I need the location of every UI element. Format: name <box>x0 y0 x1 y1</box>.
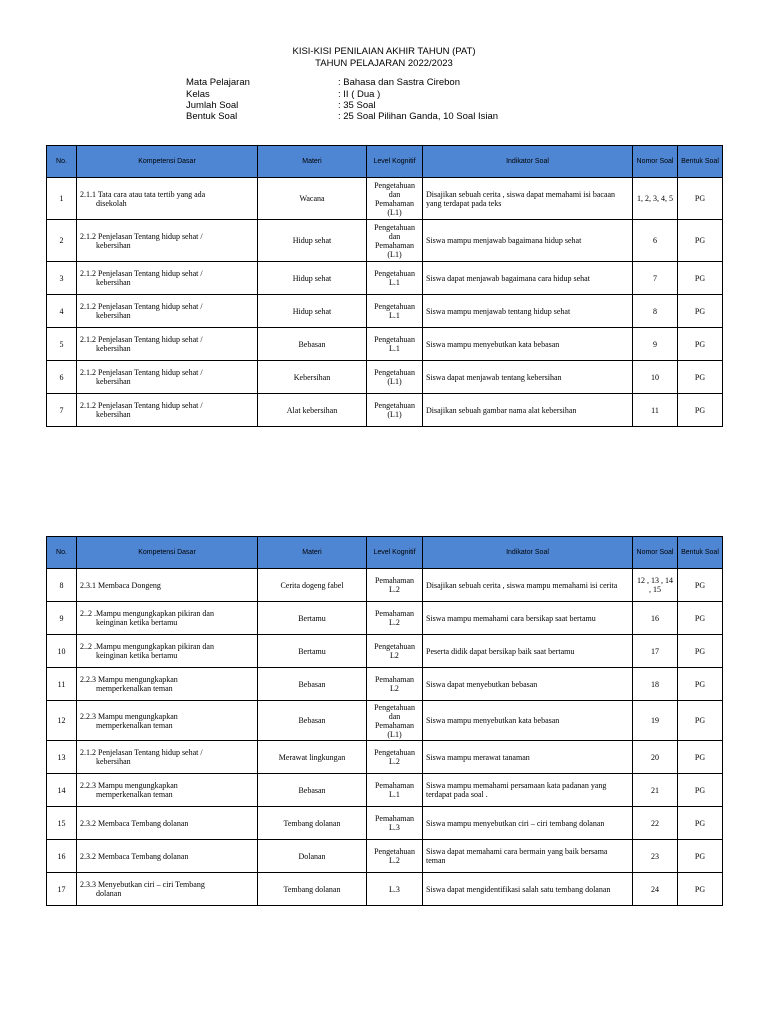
row-number-cell: 12 <box>47 701 77 741</box>
kompetensi-dasar-cell <box>77 328 258 361</box>
kompetensi-dasar-cell <box>77 807 258 840</box>
column-header: Materi <box>258 537 367 569</box>
kompetensi-line: 2.1.1 Tata cara atau tata tertib yang ada <box>80 189 206 199</box>
kompetensi-line: 2.1.2 Penjelasan Tentang hidup sehat / <box>80 231 203 241</box>
indikator-soal-cell: Siswa mampu menjawab tentang hidup sehat <box>423 295 633 328</box>
bentuk-soal-cell: PG <box>678 807 723 840</box>
nomor-soal-cell: 1, 2, 3, 4, 5 <box>633 178 678 220</box>
indikator-soal-cell: Siswa mampu memahami cara bersikap saat bertamu <box>423 602 633 635</box>
level-kognitif-cell: Pemahaman L.2 <box>367 569 423 602</box>
kompetensi-dasar-cell <box>77 741 258 774</box>
column-header: Indikator Soal <box>423 537 633 569</box>
level-kognitif-cell: Pengetahuan L.2 <box>367 741 423 774</box>
table-row <box>47 807 723 840</box>
row-number-cell: 10 <box>47 635 77 668</box>
row-number-cell: 17 <box>47 873 77 906</box>
column-header: Level Kognitif <box>367 537 423 569</box>
kompetensi-dasar-cell <box>77 394 258 427</box>
table-row <box>47 668 723 701</box>
bentuk-soal-cell: PG <box>678 220 723 262</box>
indikator-soal-cell: Siswa dapat mengidentifikasi salah satu tembang dolanan <box>423 873 633 906</box>
indikator-soal-cell: Siswa mampu memahami persamaan kata padanan yang terdapat pada soal . <box>423 774 633 807</box>
indikator-soal-cell: Siswa mampu merawat tanaman <box>423 741 633 774</box>
row-number-cell: 1 <box>47 178 77 220</box>
table-row <box>47 701 723 741</box>
nomor-soal-cell: 12 , 13 , 14 , 15 <box>633 569 678 602</box>
kompetensi-line: 2.1.2 Penjelasan Tentang hidup sehat / <box>80 269 203 278</box>
bentuk-soal-cell: PG <box>678 668 723 701</box>
info-label: Mata Pelajaran <box>186 77 250 88</box>
kompetensi-line-cont: keinginan ketika bertamu <box>96 618 178 627</box>
kompetensi-dasar-cell <box>77 178 258 220</box>
indikator-soal-cell: Siswa mampu menyebutkan kata bebasan <box>423 328 633 361</box>
materi-cell: Tembang dolanan <box>258 873 367 906</box>
materi-cell: Merawat lingkungan <box>258 741 367 774</box>
bentuk-soal-cell: PG <box>678 361 723 394</box>
kompetensi-line: 2.2.3 Mampu mengungkapkan <box>80 675 178 684</box>
bentuk-soal-cell: PG <box>678 394 723 427</box>
kompetensi-line-cont: memperkenalkan teman <box>96 684 173 693</box>
indikator-soal-cell: Peserta didik dapat bersikap baik saat bertamu <box>423 635 633 668</box>
indikator-soal-cell: Siswa mampu menjawab bagaimana hidup sehat <box>423 220 633 262</box>
row-number-cell: 3 <box>47 262 77 295</box>
kisi-kisi-table-2 <box>46 536 723 906</box>
indikator-soal-cell: Disajikan sebuah cerita , siswa dapat memahami isi bacaan yang terdapat pada teks <box>423 178 633 220</box>
column-header: Indikator Soal <box>423 146 633 178</box>
kompetensi-line-cont: kebersihan <box>96 377 131 386</box>
kompetensi-dasar-cell <box>77 701 258 741</box>
row-number-cell: 15 <box>47 807 77 840</box>
indikator-soal-cell: Siswa dapat menjawab tentang kebersihan <box>423 361 633 394</box>
nomor-soal-cell: 23 <box>633 840 678 873</box>
row-number-cell: 14 <box>47 774 77 807</box>
kompetensi-line: 2.1.2 Penjelasan Tentang hidup sehat / <box>80 302 203 311</box>
kompetensi-line: 2.3.3 Menyebutkan ciri – ciri Tembang <box>80 880 205 889</box>
kompetensi-line-cont: memperkenalkan teman <box>96 720 173 730</box>
kisi-kisi-table-1 <box>46 145 723 427</box>
table-row <box>47 262 723 295</box>
row-number-cell: 9 <box>47 602 77 635</box>
materi-cell: Cerita dogeng fabel <box>258 569 367 602</box>
materi-cell: Hidup sehat <box>258 220 367 262</box>
kompetensi-line-cont: memperkenalkan teman <box>96 790 173 799</box>
kompetensi-line: 2.2.3 Mampu mengungkapkan <box>80 711 178 721</box>
column-header: Bentuk Soal <box>678 146 723 178</box>
column-header: Materi <box>258 146 367 178</box>
materi-cell: Bertamu <box>258 602 367 635</box>
kompetensi-dasar-cell <box>77 840 258 873</box>
kompetensi-dasar-cell <box>77 262 258 295</box>
bentuk-soal-cell: PG <box>678 569 723 602</box>
kompetensi-line: 2.2.3 Mampu mengungkapkan <box>80 781 178 790</box>
kompetensi-line: 2.1.2 Penjelasan Tentang hidup sehat / <box>80 368 203 377</box>
bentuk-soal-cell: PG <box>678 262 723 295</box>
kompetensi-dasar-cell <box>77 220 258 262</box>
bentuk-soal-cell: PG <box>678 178 723 220</box>
level-kognitif-cell: Pemahaman L.2 <box>367 602 423 635</box>
bentuk-soal-cell: PG <box>678 295 723 328</box>
table-row <box>47 361 723 394</box>
kompetensi-line: 2.1.2 Penjelasan Tentang hidup sehat / <box>80 748 203 757</box>
indikator-soal-cell: Siswa mampu menyebutkan ciri – ciri tembang dolanan <box>423 807 633 840</box>
materi-cell: Wacana <box>258 178 367 220</box>
kompetensi-dasar-cell <box>77 569 258 602</box>
kompetensi-line-cont: dolanan <box>96 889 122 898</box>
info-label: Kelas <box>186 89 210 100</box>
table-row <box>47 394 723 427</box>
nomor-soal-cell: 18 <box>633 668 678 701</box>
nomor-soal-cell: 22 <box>633 807 678 840</box>
kompetensi-line: 2.1.2 Penjelasan Tentang hidup sehat / <box>80 335 203 344</box>
row-number-cell: 16 <box>47 840 77 873</box>
table-row <box>47 178 723 220</box>
level-kognitif-cell: Pemahaman L.1 <box>367 774 423 807</box>
kompetensi-line-cont: kebersihan <box>96 311 131 320</box>
nomor-soal-cell: 7 <box>633 262 678 295</box>
info-label: Jumlah Soal <box>186 100 239 111</box>
kompetensi-line-cont: disekolah <box>96 198 127 208</box>
row-number-cell: 13 <box>47 741 77 774</box>
materi-cell: Tembang dolanan <box>258 807 367 840</box>
kompetensi-line: 2.1.2 Penjelasan Tentang hidup sehat / <box>80 401 203 410</box>
kompetensi-dasar-cell <box>77 774 258 807</box>
table-header-row <box>47 537 723 569</box>
bentuk-soal-cell: PG <box>678 328 723 361</box>
materi-cell: Bertamu <box>258 635 367 668</box>
nomor-soal-cell: 21 <box>633 774 678 807</box>
kompetensi-line-cont: keinginan ketika bertamu <box>96 651 178 660</box>
materi-cell: Kebersihan <box>258 361 367 394</box>
table-header-row <box>47 146 723 178</box>
nomor-soal-cell: 10 <box>633 361 678 394</box>
materi-cell: Hidup sehat <box>258 262 367 295</box>
materi-cell: Dolanan <box>258 840 367 873</box>
table-row <box>47 328 723 361</box>
nomor-soal-cell: 8 <box>633 295 678 328</box>
nomor-soal-cell: 20 <box>633 741 678 774</box>
row-number-cell: 7 <box>47 394 77 427</box>
info-value: : II ( Dua ) <box>338 89 381 100</box>
indikator-soal-cell: Siswa dapat memahami cara bermain yang baik bersama teman <box>423 840 633 873</box>
column-header: Kompetensi Dasar <box>77 146 258 178</box>
level-kognitif-cell: Pengetahuan dan Pemahaman (L1) <box>367 220 423 262</box>
kompetensi-line: 2.3.2 Membaca Tembang dolanan <box>80 818 189 828</box>
kompetensi-line-cont: kebersihan <box>96 240 131 250</box>
kompetensi-dasar-cell <box>77 668 258 701</box>
kompetensi-line: 2.3.2 Membaca Tembang dolanan <box>80 851 189 861</box>
kompetensi-dasar-cell <box>77 295 258 328</box>
bentuk-soal-cell: PG <box>678 873 723 906</box>
level-kognitif-cell: Pengetahuan L.2 <box>367 840 423 873</box>
column-header: Bentuk Soal <box>678 537 723 569</box>
level-kognitif-cell: Pemahaman L2 <box>367 668 423 701</box>
bentuk-soal-cell: PG <box>678 774 723 807</box>
info-value: : Bahasa dan Sastra Cirebon <box>338 77 460 88</box>
document-subtitle: TAHUN PELAJARAN 2022/2023 <box>315 58 453 69</box>
materi-cell: Hidup sehat <box>258 295 367 328</box>
column-header: No. <box>47 146 77 178</box>
materi-cell: Bebasan <box>258 668 367 701</box>
nomor-soal-cell: 19 <box>633 701 678 741</box>
kompetensi-line-cont: kebersihan <box>96 344 131 353</box>
bentuk-soal-cell: PG <box>678 741 723 774</box>
materi-cell: Bebasan <box>258 701 367 741</box>
table-row <box>47 635 723 668</box>
row-number-cell: 5 <box>47 328 77 361</box>
table-row <box>47 295 723 328</box>
column-header: Kompetensi Dasar <box>77 537 258 569</box>
materi-cell: Bebasan <box>258 328 367 361</box>
row-number-cell: 6 <box>47 361 77 394</box>
row-number-cell: 11 <box>47 668 77 701</box>
level-kognitif-cell: Pengetahuan (L1) <box>367 394 423 427</box>
nomor-soal-cell: 11 <box>633 394 678 427</box>
level-kognitif-cell: Pengetahuan L.1 <box>367 262 423 295</box>
table-row <box>47 873 723 906</box>
info-label: Bentuk Soal <box>186 111 238 122</box>
bentuk-soal-cell: PG <box>678 840 723 873</box>
table-row <box>47 741 723 774</box>
table-row <box>47 840 723 873</box>
column-header: Nomor Soal <box>633 146 678 178</box>
nomor-soal-cell: 17 <box>633 635 678 668</box>
kompetensi-dasar-cell <box>77 361 258 394</box>
level-kognitif-cell: Pengetahuan (L1) <box>367 361 423 394</box>
table-row <box>47 569 723 602</box>
materi-cell: Alat kebersihan <box>258 394 367 427</box>
column-header: Nomor Soal <box>633 537 678 569</box>
level-kognitif-cell: Pengetahuan L.1 <box>367 328 423 361</box>
level-kognitif-cell: Pengetahuan L.1 <box>367 295 423 328</box>
kompetensi-line-cont: kebersihan <box>96 757 131 766</box>
kompetensi-dasar-cell <box>77 635 258 668</box>
kompetensi-line: 2..2 .Mampu mengungkapkan pikiran dan <box>80 642 214 651</box>
nomor-soal-cell: 6 <box>633 220 678 262</box>
indikator-soal-cell: Disajikan sebuah cerita , siswa mampu memahami isi cerita <box>423 569 633 602</box>
level-kognitif-cell: Pengetahuan dan Pemahaman (L1) <box>367 701 423 741</box>
level-kognitif-cell: Pengetahuan L2 <box>367 635 423 668</box>
kompetensi-dasar-cell <box>77 873 258 906</box>
bentuk-soal-cell: PG <box>678 701 723 741</box>
row-number-cell: 2 <box>47 220 77 262</box>
table-row <box>47 774 723 807</box>
row-number-cell: 4 <box>47 295 77 328</box>
column-header: No. <box>47 537 77 569</box>
column-header: Level Kognitif <box>367 146 423 178</box>
materi-cell: Bebasan <box>258 774 367 807</box>
indikator-soal-cell: Siswa dapat menjawab bagaimana cara hidup sehat <box>423 262 633 295</box>
document-title: KISI-KISI PENILAIAN AKHIR TAHUN (PAT) <box>292 46 476 57</box>
kompetensi-dasar-cell <box>77 602 258 635</box>
info-value: : 35 Soal <box>338 100 376 111</box>
level-kognitif-cell: L.3 <box>367 873 423 906</box>
table-row <box>47 220 723 262</box>
bentuk-soal-cell: PG <box>678 602 723 635</box>
indikator-soal-cell: Siswa mampu menyebutkan kata bebasan <box>423 701 633 741</box>
level-kognitif-cell: Pemahaman L.3 <box>367 807 423 840</box>
info-value: : 25 Soal Pilihan Ganda, 10 Soal Isian <box>338 111 499 122</box>
level-kognitif-cell: Pengetahuan dan Pemahaman (L1) <box>367 178 423 220</box>
nomor-soal-cell: 16 <box>633 602 678 635</box>
nomor-soal-cell: 9 <box>633 328 678 361</box>
nomor-soal-cell: 24 <box>633 873 678 906</box>
kompetensi-line-cont: kebersihan <box>96 278 131 287</box>
kompetensi-line: 2..2 .Mampu mengungkapkan pikiran dan <box>80 609 214 618</box>
bentuk-soal-cell: PG <box>678 635 723 668</box>
row-number-cell: 8 <box>47 569 77 602</box>
indikator-soal-cell: Siswa dapat menyebutkan bebasan <box>423 668 633 701</box>
kompetensi-line-cont: kebersihan <box>96 410 131 419</box>
table-row <box>47 602 723 635</box>
indikator-soal-cell: Disajikan sebuah gambar nama alat kebersihan <box>423 394 633 427</box>
kompetensi-line: 2.3.1 Membaca Dongeng <box>80 580 161 590</box>
